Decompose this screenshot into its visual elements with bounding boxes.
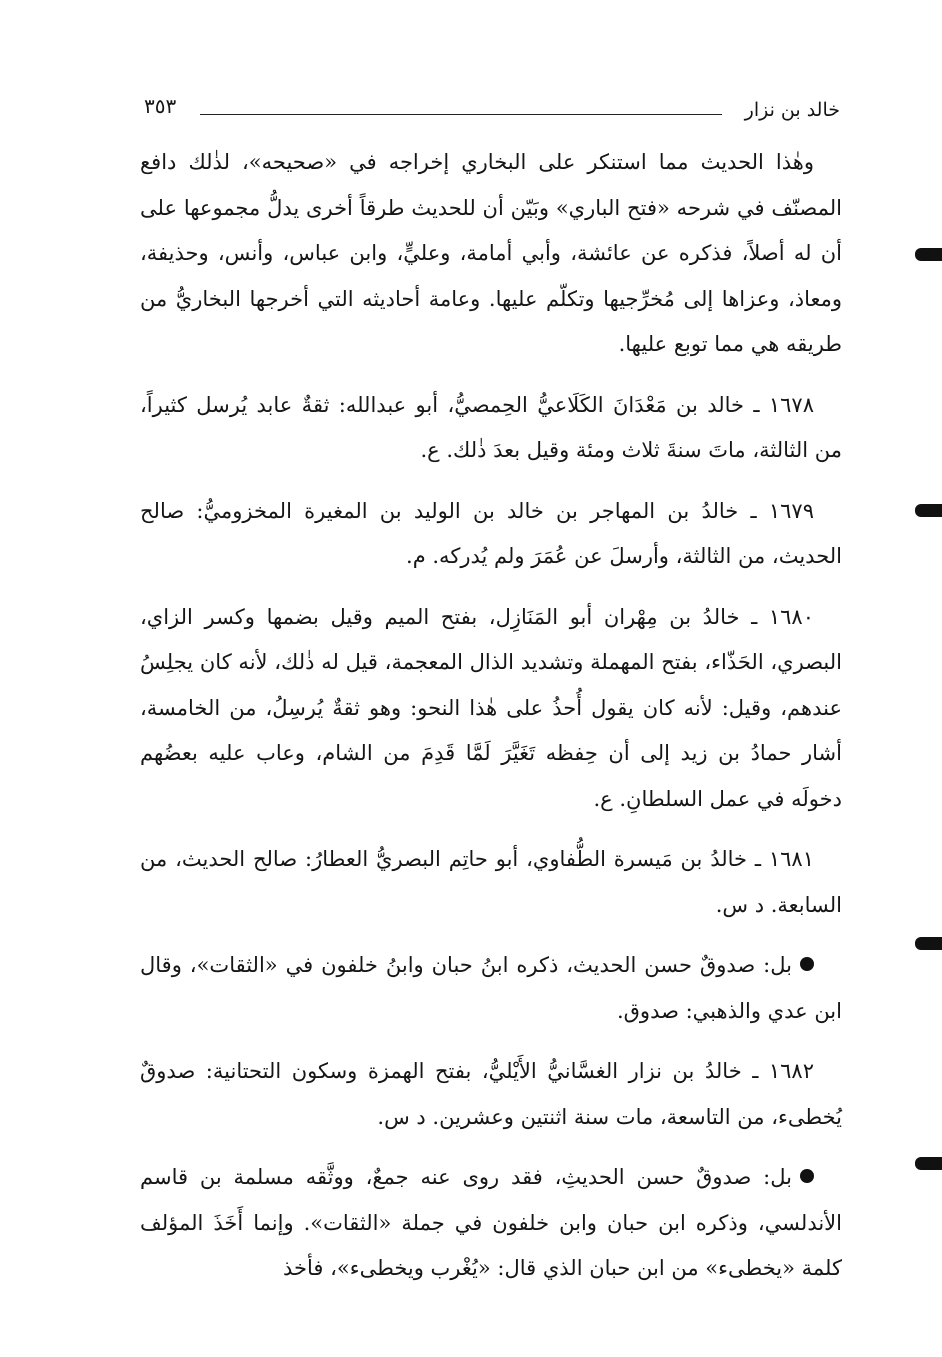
running-head-rule: [200, 114, 722, 115]
paragraph-intro: وهٰذا الحديث مما استنكر على البخاري إخراجه في «صحيحه»، لذٰلك دافع المصنّف في شرحه «فتح الباري» وبَيّن أن للحديث طرقاً أخرى يدلُّ مجموعها على أن له أصلاً، فذكره عن عائشة، وأبي أمامة، وعليٍّ، وابن عباس، وأنس، وحذيفة، ومعاذ، وعزاها إلى مُخرِّجيها وتكلّم عليها. وعامة أحاديثه التي أخرجها البخاريُّ من طريقه هي مما توبع عليها.: [140, 150, 842, 356]
body-text: [140, 138, 842, 1292]
entry-1678: ١٦٧٨ ـ خالد بن مَعْدَانَ الكَلَاعيُّ الحِمصيُّ، أبو عبدالله: ثقةٌ عابد يُرسل كثيراً، من الثالثة، ماتَ سنةَ ثلاث ومئة وقيل بعدَ ذٰلك. ع.: [140, 392, 842, 462]
thumb-index-mark: [915, 248, 942, 261]
bullet-dot-icon: [800, 1169, 814, 1183]
running-head: [140, 90, 840, 130]
editor-note-1681: [140, 943, 842, 1034]
editor-note-1681-text: بل: صدوقٌ حسن الحديث، ذكره ابنُ حبان وابنُ خلفون في «الثقات»، وقال ابن عدي والذهبي: صدوق.: [140, 953, 842, 1023]
entry-1682: ١٦٨٢ ـ خالدُ بن نزار الغسَّانيُّ الأَيْليُّ، بفتح الهمزة وسكون التحتانية: صدوقٌ يُخطىء، من التاسعة، مات سنة اثنتين وعشرين. د س.: [140, 1059, 842, 1129]
editor-note-1682: [140, 1155, 842, 1292]
page-number: ٣٥٣: [144, 94, 177, 118]
entry-1679: ١٦٧٩ ـ خالدُ بن المهاجر بن خالد بن الوليد بن المغيرة المخزوميُّ: صالح الحديث، من الثالثة، وأرسلَ عن عُمَرَ ولم يُدركه. م.: [140, 498, 842, 568]
bullet-dot-icon: [800, 957, 814, 971]
thumb-index-mark: [915, 504, 942, 517]
running-head-title: خالد بن نزار: [744, 99, 840, 121]
entry-1680: ١٦٨٠ ـ خالدُ بن مِهْران أبو المَنَازِل، بفتح الميم وقيل بضمها وكسر الزاي، البصري، الحَذّاء، بفتح المهملة وتشديد الذال المعجمة، قيل له ذٰلك، لأنه كان يجلِسُ عندهم، وقيل: لأنه كان يقول أُحذُ على هٰذا النحو: وهو ثقةٌ يُرسِلُ، من الخامسة، أشار حمادُ بن زيد إلى أن حِفظه تَغَيَّرَ لَمَّا قَدِمَ من الشام، وعاب عليه بعضُهم دخولَه في عمل السلطانِ. ع.: [140, 604, 842, 811]
thumb-index-mark: [915, 1157, 942, 1170]
entry-1681: ١٦٨١ ـ خالدُ بن مَيسرة الطُّفاوي، أبو حاتِم البصريُّ العطارُ: صالح الحديث، من السابعة. د س.: [140, 847, 842, 917]
thumb-index-mark: [915, 937, 942, 950]
editor-note-1682-text: بل: صدوقٌ حسن الحديثِ، فقد روى عنه جمعٌ، ووثَّقه مسلمة بن قاسم الأندلسي، وذكره ابن حبان وابن خلفون في جملة «الثقات». وإنما أَخَذَ المؤلف كلمة «يخطىء» من ابن حبان الذي قال: «يُغْرب ويخطىء»، فأخذ: [140, 1165, 842, 1280]
